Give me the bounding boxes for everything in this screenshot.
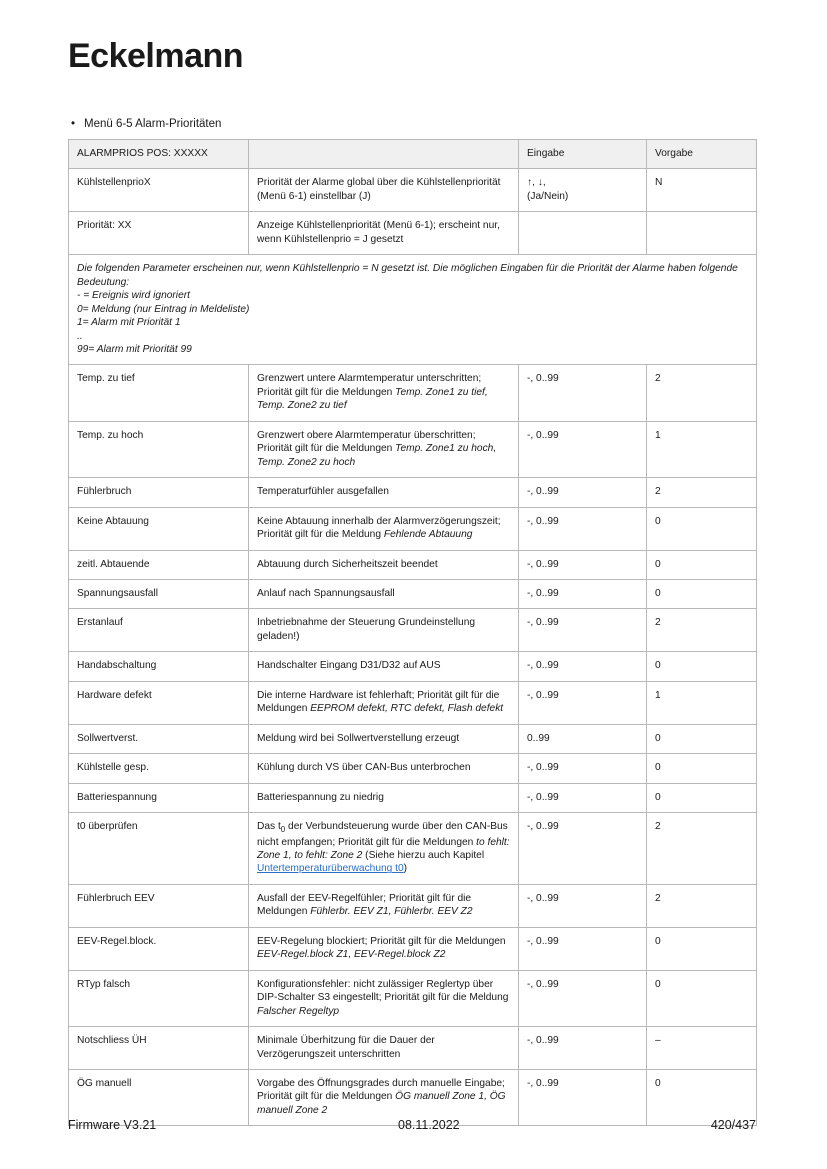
table-row: [69, 813, 757, 885]
cell-input-range: -, 0..99: [519, 579, 647, 608]
cell-input-range: ↑, ↓, (Ja/Nein): [519, 169, 647, 212]
column-header-default: Vorgabe: [647, 140, 757, 169]
bullet-icon: •: [71, 118, 76, 130]
table-row: [69, 421, 757, 477]
message-name: Falscher Regeltyp: [257, 1005, 340, 1017]
cell-input-range: 0..99: [519, 724, 647, 753]
table-row: [69, 507, 757, 550]
cell-description: Konfigurationsfehler: nicht zulässiger Reglertyp über DIP-Schalter S3 eingestellt; Priorität gilt für die Meldung Falscher Regeltyp: [249, 970, 519, 1026]
cell-input-range: -, 0..99: [519, 1027, 647, 1070]
cell-default-value: 0: [647, 970, 757, 1026]
table-header-row: [69, 140, 757, 169]
cell-description: Anzeige Kühlstellenpriorität (Menü 6-1); erscheint nur, wenn Kühlstellenprio = J gesetzt: [249, 212, 519, 255]
cell-default-value: 2: [647, 365, 757, 421]
cell-parameter-name: Spannungsausfall: [69, 579, 249, 608]
table-row: [69, 783, 757, 812]
cell-parameter-name: zeitl. Abtauende: [69, 550, 249, 579]
cell-default-value: 0: [647, 783, 757, 812]
table-row: [69, 970, 757, 1026]
message-name: Temp. Zone1 zu hoch, Temp. Zone2 zu hoch: [257, 443, 497, 468]
cell-description: Vorgabe des Öffnungsgrades durch manuelle Eingabe; Priorität gilt für die Meldungen ÖG manuell Zone 1, ÖG manuell Zone 2: [249, 1070, 519, 1126]
message-name: Temp. Zone1 zu tief, Temp. Zone2 zu tief: [257, 386, 488, 412]
column-header-input: Eingabe: [519, 140, 647, 169]
cell-description: Temperaturfühler ausgefallen: [249, 478, 519, 507]
cell-description: Die interne Hardware ist fehlerhaft; Priorität gilt für die Meldungen EEPROM defekt, RTC defekt, Flash defekt: [249, 681, 519, 724]
table-note-row: [69, 255, 757, 365]
cell-description: Grenzwert untere Alarmtemperatur unterschritten; Priorität gilt für die Meldungen Temp. Zone1 zu tief, Temp. Zone2 zu tief: [249, 365, 519, 421]
cell-description: Abtauung durch Sicherheitszeit beendet: [249, 550, 519, 579]
cell-description: Minimale Überhitzung für die Dauer der Verzögerungszeit unterschritten: [249, 1027, 519, 1070]
cell-input-range: -, 0..99: [519, 754, 647, 783]
cell-input-range: [519, 212, 647, 255]
cell-parameter-name: Hardware defekt: [69, 681, 249, 724]
cell-description: Inbetriebnahme der Steuerung Grundeinstellung geladen!): [249, 609, 519, 652]
cell-input-range: -, 0..99: [519, 507, 647, 550]
cell-input-range: -, 0..99: [519, 652, 647, 681]
table-header: [69, 140, 757, 169]
cell-input-range: -, 0..99: [519, 365, 647, 421]
cell-input-range: -, 0..99: [519, 550, 647, 579]
cell-description: Keine Abtauung innerhalb der Alarmverzögerungszeit; Priorität gilt für die Meldung Fehlende Abtauung: [249, 507, 519, 550]
cell-description: Das $t_0$ der Verbundsteuerung wurde über den CAN-Bus nicht empfangen; Priorität gilt für die Meldungen to fehlt: Zone 1, to fehlt: Zone 2 (Siehe hierzu auch Kapitel Untertemperaturüberwachung t0): [249, 813, 519, 885]
alarm-priorities-table: [68, 139, 757, 1126]
cell-parameter-name: t0 überprüfen: [69, 813, 249, 885]
footer-firmware: Firmware V3.21: [68, 1118, 157, 1132]
cell-description: Meldung wird bei Sollwertverstellung erzeugt: [249, 724, 519, 753]
note-text: Die folgenden Parameter erscheinen nur, wenn Kühlstellenprio = N gesetzt ist. Die möglichen Eingaben für die Priorität der Alarme haben folgende Bedeutung: - = Ereignis wird ignoriert 0= Meldung (nur Eintrag in Meldeliste) 1= Alarm mit Priorität 1 .. 99= Alarm mit Priorität 99: [69, 255, 757, 365]
menu-heading-label: Menü 6-5 Alarm-Prioritäten: [84, 118, 222, 130]
table-row: [69, 884, 757, 927]
cell-description: Grenzwert obere Alarmtemperatur überschritten; Priorität gilt für die Meldungen Temp. Zone1 zu hoch, Temp. Zone2 zu hoch: [249, 421, 519, 477]
cell-default-value: 1: [647, 421, 757, 477]
cell-default-value: 0: [647, 579, 757, 608]
cell-default-value: 2: [647, 478, 757, 507]
cell-input-range: -, 0..99: [519, 421, 647, 477]
cell-parameter-name: Priorität: XX: [69, 212, 249, 255]
table-body: [69, 169, 757, 1126]
cell-default-value: 0: [647, 550, 757, 579]
cell-parameter-name: Keine Abtauung: [69, 507, 249, 550]
table-row: [69, 754, 757, 783]
cell-input-range: -, 0..99: [519, 478, 647, 507]
table-row: [69, 365, 757, 421]
cell-description: Anlauf nach Spannungsausfall: [249, 579, 519, 608]
page-content: [68, 118, 756, 1126]
cell-description: EEV-Regelung blockiert; Priorität gilt für die Meldungen EEV-Regel.block Z1, EEV-Regel.block Z2: [249, 927, 519, 970]
table-row: [69, 212, 757, 255]
cell-input-range: -, 0..99: [519, 681, 647, 724]
menu-heading: [68, 118, 756, 130]
cell-default-value: 0: [647, 652, 757, 681]
cell-input-range: -, 0..99: [519, 927, 647, 970]
table-row: [69, 478, 757, 507]
table-row: [69, 681, 757, 724]
cell-parameter-name: Kühlstelle gesp.: [69, 754, 249, 783]
cell-default-value: 0: [647, 754, 757, 783]
cell-parameter-name: Erstanlauf: [69, 609, 249, 652]
cell-description: Ausfall der EEV-Regelfühler; Priorität gilt für die Meldungen Fühlerbr. EEV Z1, Fühlerbr. EEV Z2: [249, 884, 519, 927]
cell-description: Kühlung durch VS über CAN-Bus unterbrochen: [249, 754, 519, 783]
message-name: Fühlerbr. EEV Z1, Fühlerbr. EEV Z2: [310, 906, 473, 918]
cell-parameter-name: Temp. zu tief: [69, 365, 249, 421]
cell-default-value: –: [647, 1027, 757, 1070]
cell-default-value: 1: [647, 681, 757, 724]
cell-parameter-name: KühlstellenprioX: [69, 169, 249, 212]
cell-input-range: -, 0..99: [519, 783, 647, 812]
subscript-zero: 0: [280, 825, 286, 835]
cell-input-range: -, 0..99: [519, 884, 647, 927]
cell-parameter-name: RTyp falsch: [69, 970, 249, 1026]
cell-description: Batteriespannung zu niedrig: [249, 783, 519, 812]
cell-default-value: 2: [647, 609, 757, 652]
cell-default-value: 0: [647, 1070, 757, 1126]
cell-parameter-name: Fühlerbruch: [69, 478, 249, 507]
cell-default-value: 0: [647, 507, 757, 550]
column-header-name: ALARMPRIOS POS: XXXXX: [69, 140, 249, 169]
company-logo: Eckelmann: [68, 37, 244, 75]
cell-default-value: 2: [647, 813, 757, 885]
cell-parameter-name: Notschliess ÜH: [69, 1027, 249, 1070]
cell-parameter-name: Handabschaltung: [69, 652, 249, 681]
cell-default-value: N: [647, 169, 757, 212]
cell-parameter-name: Batteriespannung: [69, 783, 249, 812]
cell-input-range: -, 0..99: [519, 1070, 647, 1126]
cell-input-range: -, 0..99: [519, 813, 647, 885]
table-row: [69, 550, 757, 579]
cell-default-value: 0: [647, 724, 757, 753]
message-name: ÖG manuell Zone 1, ÖG manuell Zone 2: [257, 1091, 506, 1116]
cell-parameter-name: EEV-Regel.block.: [69, 927, 249, 970]
message-name: EEV-Regel.block Z1, EEV-Regel.block Z2: [257, 949, 446, 961]
cell-parameter-name: ÖG manuell: [69, 1070, 249, 1126]
cross-reference-link[interactable]: Untertemperaturüberwachung t0: [257, 863, 404, 875]
table-row: [69, 927, 757, 970]
table-row: [69, 169, 757, 212]
footer-page-number: 420/437: [710, 1118, 756, 1132]
column-header-description: [249, 140, 519, 169]
cell-default-value: 2: [647, 884, 757, 927]
footer-date: 08.11.2022: [398, 1118, 460, 1132]
cell-description: Priorität der Alarme global über die Kühlstellenpriorität (Menü 6-1) einstellbar (J): [249, 169, 519, 212]
cell-description: Handschalter Eingang D31/D32 auf AUS: [249, 652, 519, 681]
table-row: [69, 609, 757, 652]
table-row: [69, 652, 757, 681]
cell-parameter-name: Fühlerbruch EEV: [69, 884, 249, 927]
cell-default-value: 0: [647, 927, 757, 970]
table-row: [69, 724, 757, 753]
cell-parameter-name: Sollwertverst.: [69, 724, 249, 753]
message-name: Fehlende Abtauung: [383, 529, 473, 541]
cell-default-value: [647, 212, 757, 255]
cell-input-range: -, 0..99: [519, 970, 647, 1026]
cell-input-range: -, 0..99: [519, 609, 647, 652]
table-row: [69, 1027, 757, 1070]
message-name: EEPROM defekt, RTC defekt, Flash defekt: [310, 703, 504, 715]
table-row: [69, 579, 757, 608]
cell-parameter-name: Temp. zu hoch: [69, 421, 249, 477]
message-name: to fehlt: Zone 1, to fehlt: Zone 2: [257, 836, 510, 862]
